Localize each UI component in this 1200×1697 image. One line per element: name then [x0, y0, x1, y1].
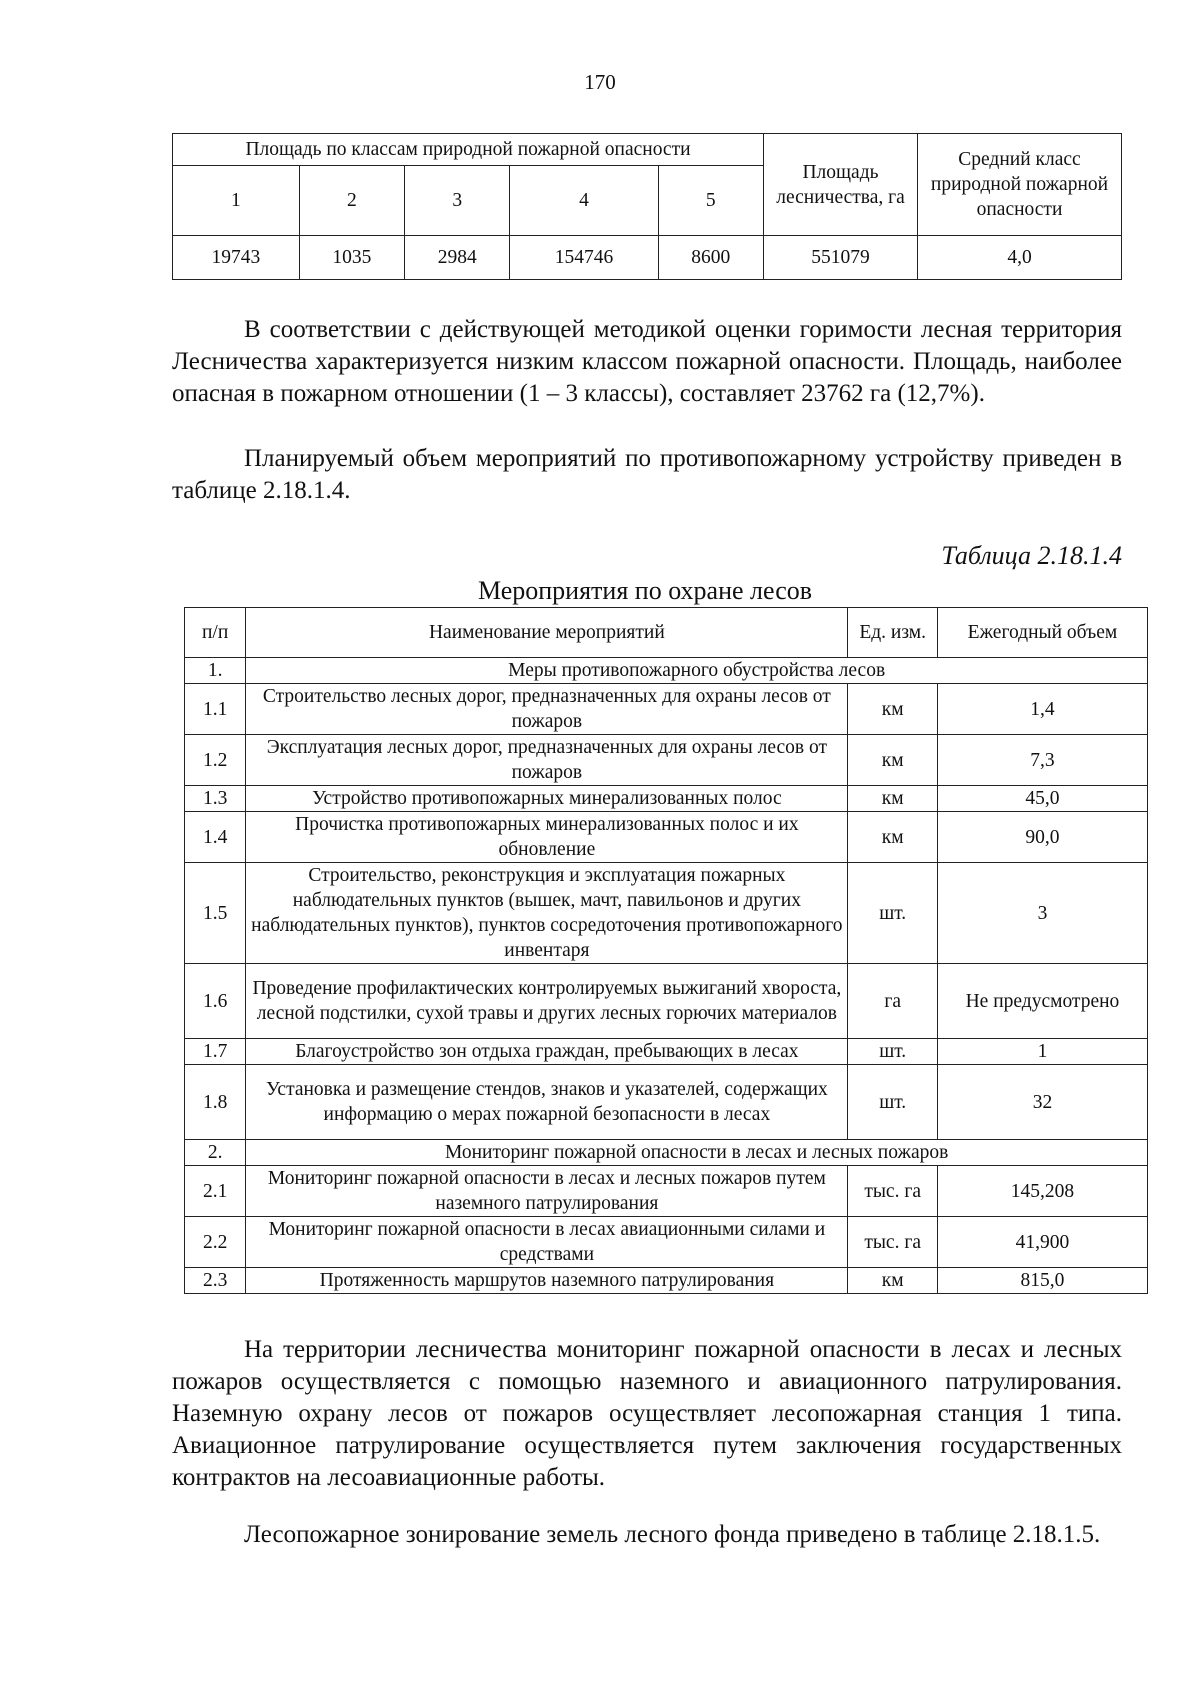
table-row: [185, 863, 1148, 964]
area-value: 551079: [764, 236, 918, 280]
class-header: 4: [510, 166, 658, 236]
row-volume: 32: [937, 1065, 1147, 1140]
fire-danger-classes-table: [172, 133, 1122, 280]
row-volume: 41,900: [937, 1217, 1147, 1268]
header-name: Наименование мероприятий: [246, 608, 848, 658]
row-volume: 1: [937, 1039, 1147, 1065]
table-row: [185, 735, 1148, 786]
page-number: 170: [584, 70, 616, 94]
area-header: Площадь лесничества, га: [764, 134, 918, 236]
row-name: Мониторинг пожарной опасности в лесах авиационными силами и средствами: [246, 1217, 848, 1268]
forest-protection-measures-table: [184, 607, 1148, 1294]
row-num: 1.3: [185, 786, 246, 812]
row-name: Эксплуатация лесных дорог, предназначенных для охраны лесов от пожаров: [246, 735, 848, 786]
row-num: 1.5: [185, 863, 246, 964]
row-unit: шт.: [848, 1065, 937, 1140]
row-volume: 90,0: [937, 812, 1147, 863]
row-num: 1.4: [185, 812, 246, 863]
section-title: Меры противопожарного обустройства лесов: [246, 658, 1148, 684]
row-unit: шт.: [848, 1039, 937, 1065]
row-num: 2.2: [185, 1217, 246, 1268]
row-name: Проведение профилактических контролируемых выжиганий хвороста, лесной подстилки, сухой травы и других лесных горючих материалов: [246, 964, 848, 1039]
row-volume: 45,0: [937, 786, 1147, 812]
row-name: Устройство противопожарных минерализованных полос: [246, 786, 848, 812]
row-unit: км: [848, 786, 937, 812]
row-volume: 7,3: [937, 735, 1147, 786]
class-header: 2: [299, 166, 404, 236]
table-title: Мероприятия по охране лесов: [477, 576, 813, 605]
header-unit: Ед. изм.: [848, 608, 937, 658]
row-name: Строительство лесных дорог, предназначенных для охраны лесов от пожаров: [246, 684, 848, 735]
table-row: [185, 684, 1148, 735]
class-value: 19743: [173, 236, 300, 280]
row-unit: тыс. га: [848, 1166, 937, 1217]
row-volume: 3: [937, 863, 1147, 964]
class-value: 2984: [405, 236, 510, 280]
class-value: 1035: [299, 236, 404, 280]
row-name: Мониторинг пожарной опасности в лесах и лесных пожаров путем наземного патрулирования: [246, 1166, 848, 1217]
paragraph-fire-class: В соответствии с действующей методикой оценки горимости лесная территория Лесничества характеризуется низким классом пожарной опасности. Площадь, наиболее опасная в пожарном отношении (1 – 3 классы), составляет 23762 га (12,7%).: [172, 316, 1122, 407]
section-num: 1.: [185, 658, 246, 684]
row-volume: 1,4: [937, 684, 1147, 735]
class-header: 3: [405, 166, 510, 236]
table-row: [185, 1166, 1148, 1217]
table-row: [185, 812, 1148, 863]
class-header: 1: [173, 166, 300, 236]
table-label: Таблица 2.18.1.4: [941, 541, 1122, 570]
row-unit: км: [848, 684, 937, 735]
row-num: 1.6: [185, 964, 246, 1039]
row-name: Установка и размещение стендов, знаков и указателей, содержащих информацию о мерах пожарной безопасности в лесах: [246, 1065, 848, 1140]
row-unit: шт.: [848, 863, 937, 964]
row-name: Прочистка противопожарных минерализованных полос и их обновление: [246, 812, 848, 863]
row-num: 1.7: [185, 1039, 246, 1065]
row-name: Благоустройство зон отдыха граждан, пребывающих в лесах: [246, 1039, 848, 1065]
section-title: Мониторинг пожарной опасности в лесах и лесных пожаров: [246, 1140, 1148, 1166]
header-volume: Ежегодный объем: [937, 608, 1147, 658]
row-volume: 145,208: [937, 1166, 1147, 1217]
class-value: 154746: [510, 236, 658, 280]
table-row: [185, 1065, 1148, 1140]
avg-class-header: Средний класс природной пожарной опасности: [918, 134, 1122, 236]
section-num: 2.: [185, 1140, 246, 1166]
paragraph-monitoring: На территории лесничества мониторинг пожарной опасности в лесах и лесных пожаров осуществляется с помощью наземного и авиационного патрулирования. Наземную охрану лесов от пожаров осуществляет лесопожарная станция 1 типа. Авиационное патрулирование осуществляется путем заключения государственных контрактов на лесоавиационные работы.: [172, 1336, 1122, 1491]
table-row: [185, 1268, 1148, 1294]
avg-class-value: 4,0: [918, 236, 1122, 280]
row-num: 1.1: [185, 684, 246, 735]
classes-group-header: Площадь по классам природной пожарной опасности: [173, 134, 764, 166]
row-num: 2.1: [185, 1166, 246, 1217]
row-unit: га: [848, 964, 937, 1039]
paragraph-planned-measures: Планируемый объем мероприятий по противопожарному устройству приведен в таблице 2.18.1.4.: [172, 445, 1122, 504]
row-name: Строительство, реконструкция и эксплуатация пожарных наблюдательных пунктов (вышек, мачт, павильонов и других наблюдательных пунктов), пунктов сосредоточения противопожарного инвентаря: [246, 863, 848, 964]
row-unit: тыс. га: [848, 1217, 937, 1268]
row-volume: Не предусмотрено: [937, 964, 1147, 1039]
class-value: 8600: [658, 236, 763, 280]
row-num: 2.3: [185, 1268, 246, 1294]
row-name: Протяженность маршрутов наземного патрулирования: [246, 1268, 848, 1294]
row-volume: 815,0: [937, 1268, 1147, 1294]
row-num: 1.8: [185, 1065, 246, 1140]
table-row: [185, 1217, 1148, 1268]
class-header: 5: [658, 166, 763, 236]
row-unit: км: [848, 735, 937, 786]
paragraph-zoning: Лесопожарное зонирование земель лесного фонда приведено в таблице 2.18.1.5.: [244, 1521, 1101, 1548]
header-num: п/п: [185, 608, 246, 658]
table-row: [185, 964, 1148, 1039]
table-row: [185, 1039, 1148, 1065]
row-num: 1.2: [185, 735, 246, 786]
row-unit: км: [848, 812, 937, 863]
table-row: [185, 786, 1148, 812]
row-unit: км: [848, 1268, 937, 1294]
